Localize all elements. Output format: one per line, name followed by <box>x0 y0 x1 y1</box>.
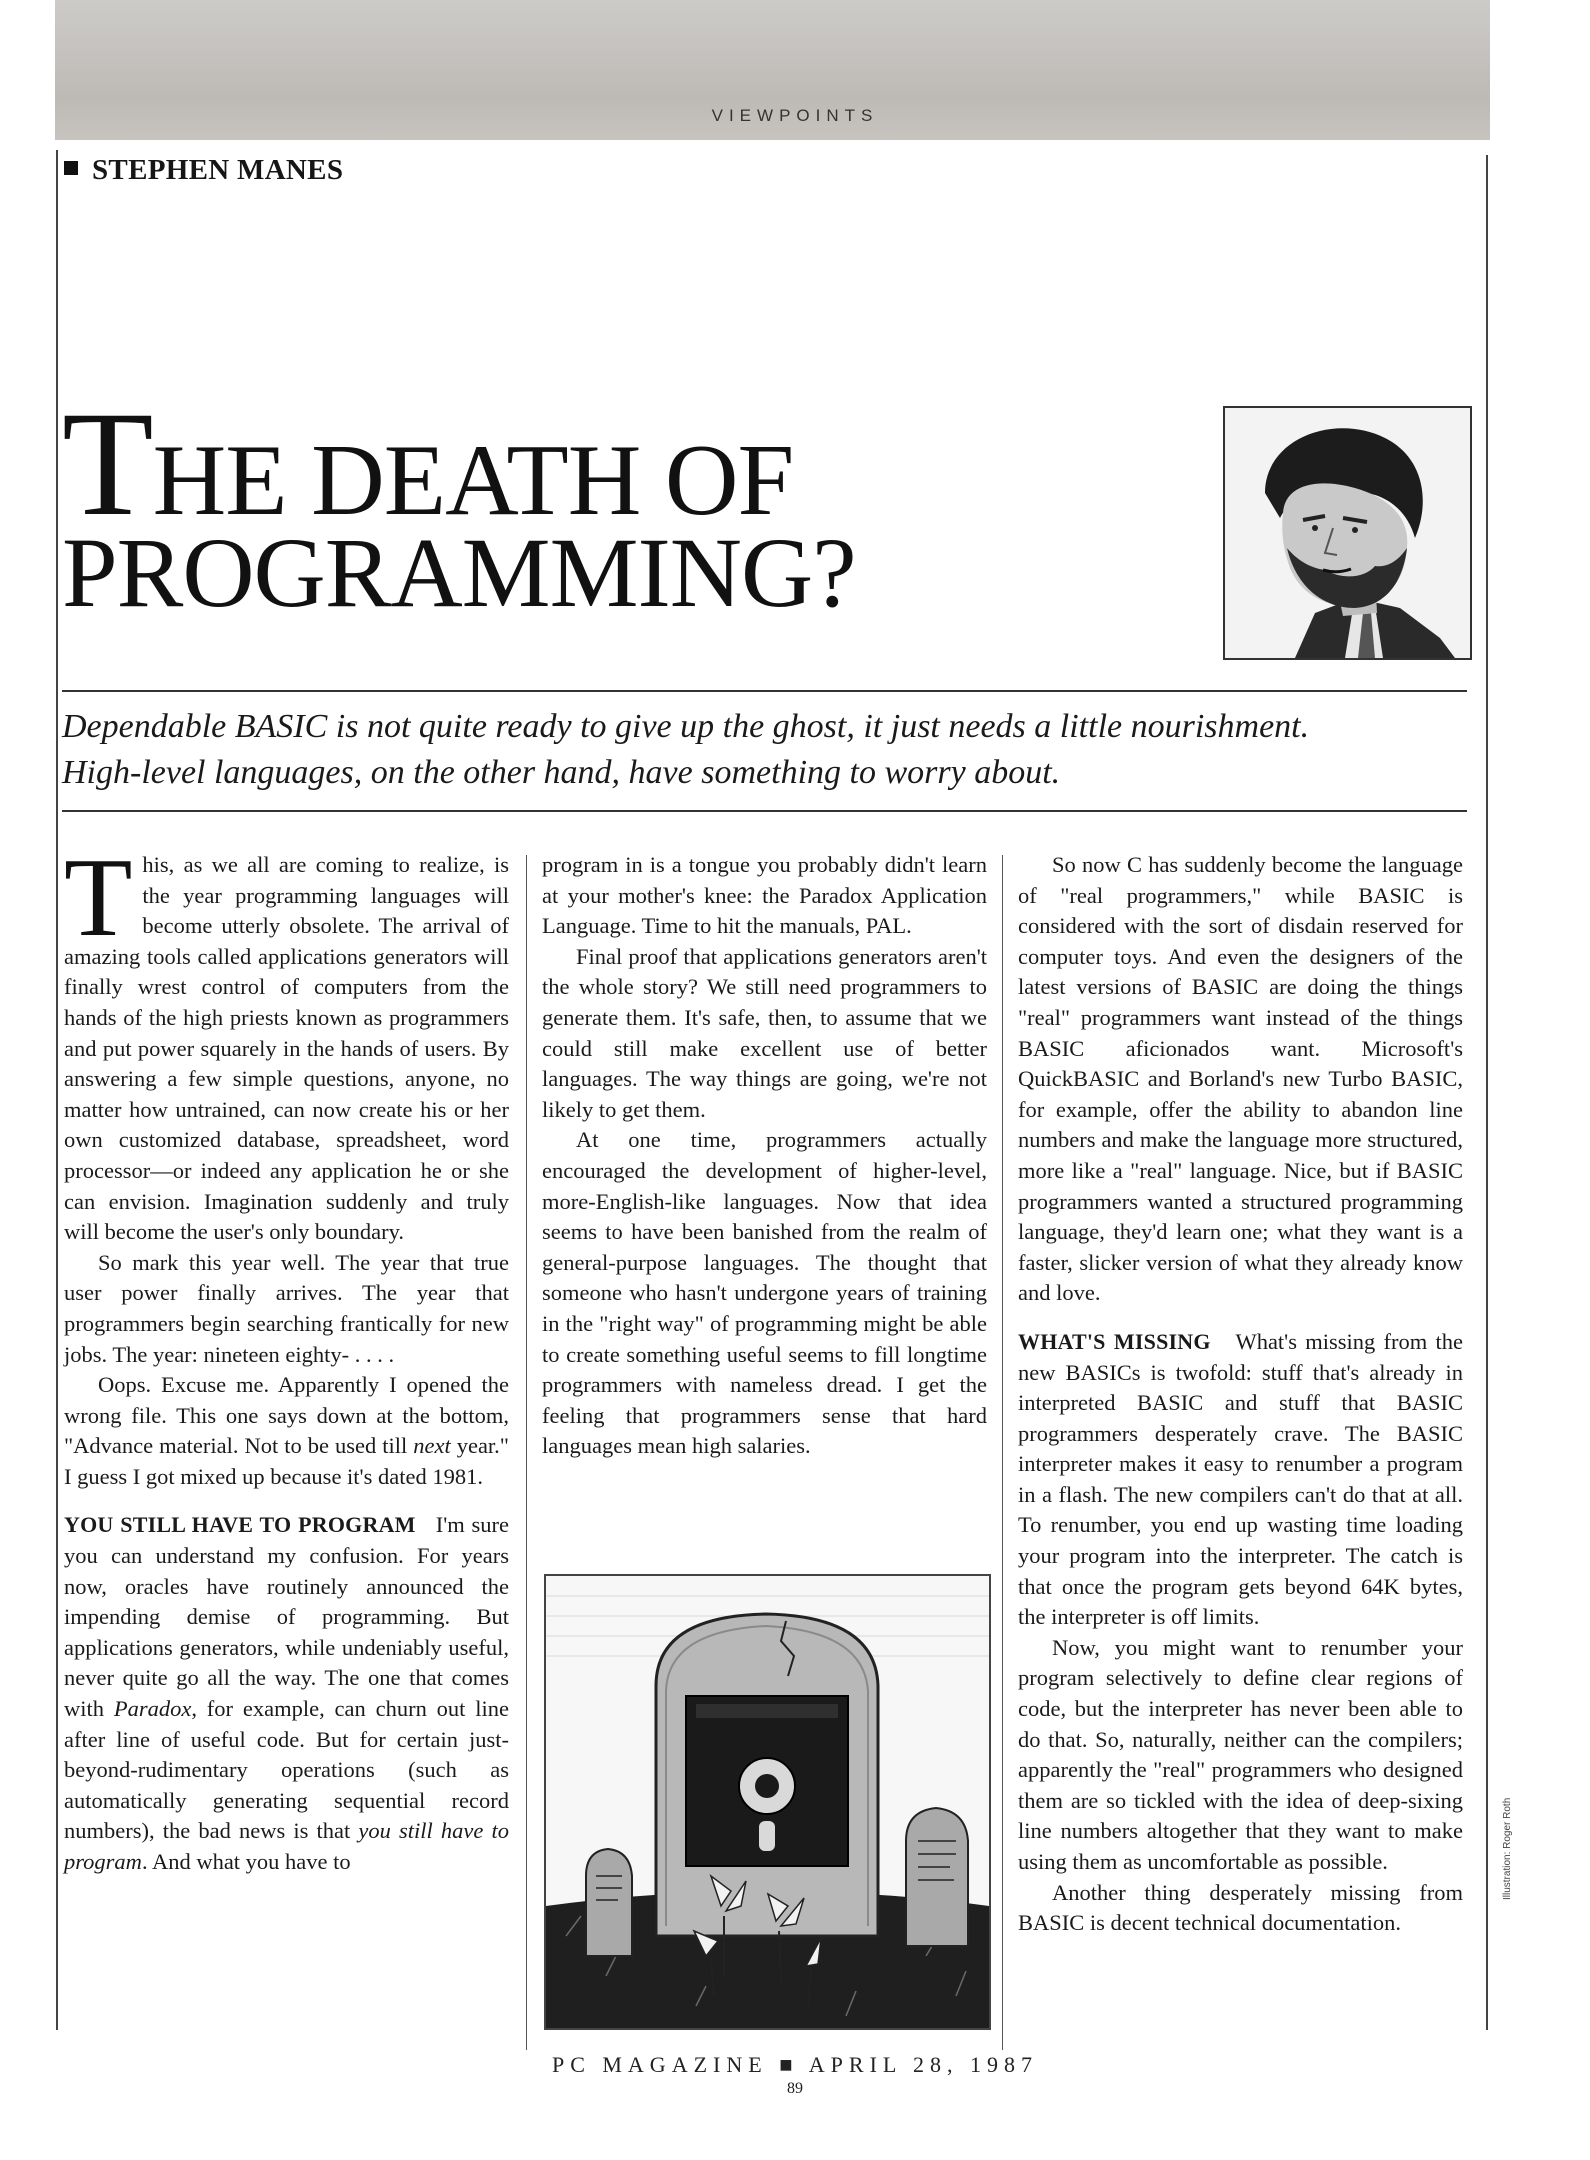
author-byline <box>64 154 343 187</box>
deck-top-rule <box>62 690 1467 692</box>
publication-name: PC MAGAZINE <box>551 2052 768 2077</box>
page-footer <box>0 2052 1590 2078</box>
paragraph: program in is a tongue you probably didn't learn at your mother's knee: the Paradox Application Language. Time to hit the manuals, PAL. <box>542 852 987 939</box>
deck-line-2: High-level languages, on the other hand, have something to worry about. <box>62 754 1061 791</box>
emphasis: next <box>413 1433 451 1459</box>
paragraph: Now, you might want to renumber your program selectively to define clear regions of code, but the interpreter has never been able to do that. So, naturally, neither can the compilers; apparently the "real" programmers who designed them are so tickled with the idea of deep-sixing line numbers altogether that they want to make using them as uncomfortable as possible. <box>1018 1634 1463 1874</box>
section-label: VIEWPOINTS <box>711 106 879 125</box>
column-rule-2 <box>1002 855 1003 2050</box>
subhead: WHAT'S MISSING <box>1018 1328 1211 1354</box>
tombstone-illustration <box>544 1574 991 2030</box>
body-column-3 <box>1018 850 1463 1939</box>
bullet-square-icon <box>64 161 78 175</box>
paragraph: So mark this year well. The year that true user power finally arrives. The year that programmers begin searching frantically for new jobs. The year: nineteen eighty- . . . . <box>64 1249 509 1367</box>
body-column-1 <box>64 836 509 1878</box>
paragraph <box>64 1510 509 1877</box>
deck-line-1: Dependable BASIC is not quite ready to give up the ghost, it just needs a little nourishment. <box>62 708 1310 745</box>
frame-right-rule <box>1486 155 1488 2030</box>
title-initial: T <box>62 381 153 547</box>
text-run: year." I guess I got mixed up because it's dated 1981. <box>64 1433 509 1489</box>
author-name: STEPHEN MANES <box>92 154 344 186</box>
publication-date: APRIL 28, 1987 <box>808 2052 1039 2077</box>
body-column-2 <box>542 850 987 1462</box>
emphasis: Paradox <box>113 1696 192 1722</box>
article-title <box>62 381 942 628</box>
article-deck <box>62 704 1472 796</box>
text-run: What's missing from the new BASICs is twofold: stuff that's already in interpreted BASIC and stuff that BASIC programmers desperately crave. The BASIC interpreter makes it easy to renumber a program in a flash. The new compilers can't do that at all. To renumber, you end up wasting time loading your program into the interpreter. The catch is that once the program gets beyond 64K bytes, the interpreter is off limits. <box>1018 1328 1463 1630</box>
column-rule-1 <box>526 855 527 2050</box>
footer-bullet-icon: ■ <box>779 2052 799 2077</box>
paragraph <box>64 836 509 1248</box>
subhead: YOU STILL HAVE TO PROGRAM <box>64 1512 416 1538</box>
tombstone-icon <box>546 1576 989 2028</box>
paragraph-text: his, as we all are coming to realize, is the year programming languages will become utterly obsolete. The arrival of amazing tools called applications generators will finally wrest control of computers from the hands of the high priests known as programmers and put power squarely in the hands of users. By answering a few simple questions, anyone, no matter how untrained, can now create his or her own customized database, spreadsheet, word processor—or indeed any application he or she can envision. Imagination suddenly and truly will become the user's only boundary. <box>64 852 509 1245</box>
text-run: I'm sure you can understand my confusion. For years now, oracles have routinely announced the impending demise of programming. But applications generators, while undeniably useful, never quite go all the way. The one that comes with <box>64 1512 509 1722</box>
portrait-icon <box>1225 408 1470 658</box>
frame-left-rule <box>56 150 58 2030</box>
paragraph: Final proof that applications generators aren't the whole story? We still need programmers to generate them. It's safe, then, to assume that we could still make excellent use of better languages. The way things are going, we're not likely to get them. <box>542 943 987 1122</box>
text-run: Oops. Excuse me. Apparently I opened the wrong file. This one says down at the bottom, "Advance material. Not to be used till <box>64 1372 509 1459</box>
emphasis: you still have to program <box>64 1818 509 1874</box>
paragraph: So now C has suddenly become the language of "real programmers," while BASIC is considered with the sort of disdain reserved for computer toys. And even the designers of the latest versions of BASIC are doing the things "real" programmers want instead of the things BASIC aficionados want. Microsoft's QuickBASIC and Borland's new Turbo BASIC, for example, offer the ability to abandon line numbers and make the language more structured, more like a "real" language. Nice, but if BASIC programmers wanted a structured programming language, they'd learn one; what they want is a faster, slicker version of what they already know and love. <box>1018 852 1463 1306</box>
author-portrait <box>1223 406 1472 660</box>
deck-bottom-rule <box>62 810 1467 812</box>
illustration-credit: Illustration: Roger Roth <box>1502 1797 1513 1900</box>
text-run: . And what you have to <box>141 1849 351 1874</box>
title-line-1-rest: HE DEATH OF <box>152 424 794 537</box>
title-line-2: PROGRAMMING? <box>62 517 856 628</box>
page-number: 89 <box>787 2080 803 2097</box>
paragraph <box>64 1370 509 1492</box>
text-run: , for example, can churn out line after line of useful code. But for certain just-beyond-rudimentary operations (such as automatically generating sequential record numbers), the bad news is that <box>64 1696 509 1844</box>
paragraph <box>1018 1327 1463 1633</box>
paragraph: Another thing desperately missing from BASIC is decent technical documentation. <box>1018 1879 1463 1936</box>
paragraph: At one time, programmers actually encouraged the development of higher-level, more-English-like languages. Now that idea seems to have been banished from the realm of general-purpose languages. The thought that someone who hasn't undergone years of training in the "right way" of programming might be able to create something useful seems to fill longtime programmers with nameless dread. I get the feeling that programmers sense that hard languages mean high salaries. <box>542 1127 987 1459</box>
drop-cap: T <box>64 836 133 960</box>
